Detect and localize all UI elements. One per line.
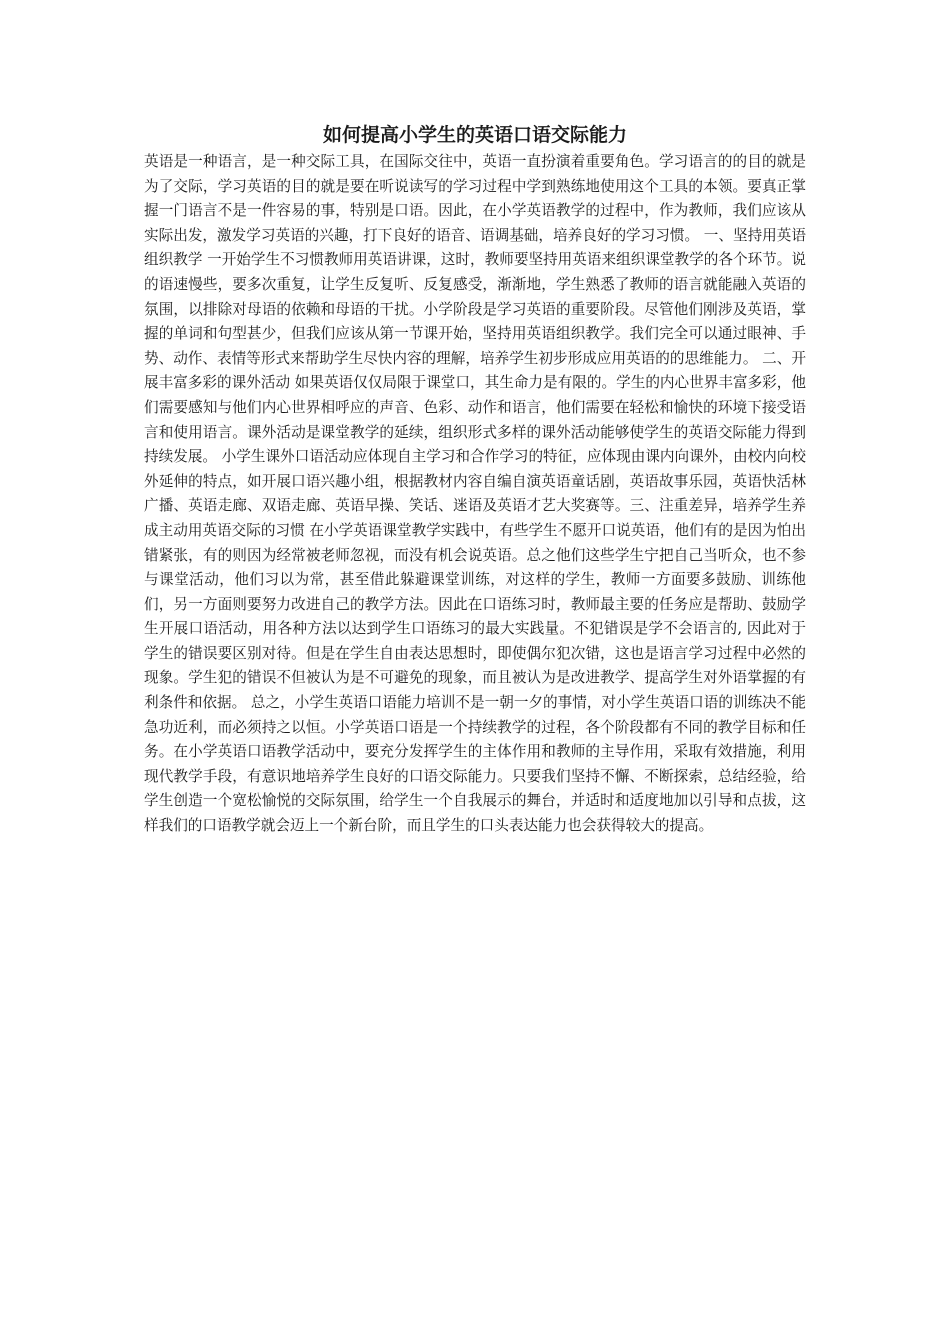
document-title: 如何提高小学生的英语口语交际能力 <box>322 124 627 146</box>
document-body: 英语是一种语言，是一种交际工具，在国际交往中，英语一直扮演着重要角色。学习语言的的目的就是为了交际，学习英语的目的就是要在听说读写的学习过程中学到熟练地使用这个工具的本领。要真正掌握一门语言不是一件容易的事，特别是口语。因此，在小学英语教学的过程中，作为教师，我们应该从实际出发，激发学习英语的兴趣，打下良好的语音、语调基础，培养良好的学习习惯。 一、坚持用英语组织教学 一开始学生不习惯教师用英语讲课，这时，教师要坚持用英语来组织课堂教学的各个环节。说的语速慢些，要多次重复，让学生反复听、反复感受，渐渐地，学生熟悉了教师的语言就能融入英语的氛围，以排除对母语的依赖和母语的干扰。小学阶段是学习英语的重要阶段。尽管他们刚涉及英语，掌握的单词和句型甚少，但我们应该从第一节课开始，坚持用英语组织教学。我们完全可以通过眼神、手势、动作、表情等形式来帮助学生尽快内容的理解，培养学生初步形成应用英语的的思维能力。 二、开展丰富多彩的课外活动 如果英语仅仅局限于课堂口，其生命力是有限的。学生的内心世界丰富多彩，他们需要感知与他们内心世界相呼应的声音、色彩、动作和语言，他们需要在轻松和愉快的环境下接受语言和使用语言。课外活动是课堂教学的延续，组织形式多样的课外活动能够使学生的英语交际能力得到持续发展。 小学生课外口语活动应体现自主学习和合作学习的特征，应体现由课内向课外，由校内向校外延伸的特点，如开展口语兴趣小组，根据教材内容自编自演英语童话剧，英语故事乐园，英语快活林广播、英语走廊、双语走廊、英语早操、笑话、迷语及英语才艺大奖赛等。三、注重差异，培养学生养成主动用英语交际的习惯 在小学英语课堂教学实践中，有些学生不愿开口说英语，他们有的是因为怕出错紧张，有的则因为经常被老师忽视，而没有机会说英语。总之他们这些学生宁把自己当听众，也不参与课堂活动，他们习以为常，甚至借此躲避课堂训练，对这样的学生，教师一方面要多鼓励、训练他们，另一方面则要努力改进自己的教学方法。因此在口语练习时，教师最主要的任务应是帮助、鼓励学生开展口语活动，用各种方法以达到学生口语练习的最大实践量。不犯错误是学不会语言的, 因此对于学生的错误要区别对待。但是在学生自由表达思想时，即使偶尔犯次错，这也是语言学习过程中必然的现象。学生犯的错误不但被认为是不可避免的现象，而且被认为是改进教学、提高学生对外语掌握的有利条件和依据。 总之，小学生英语口语能力培训不是一朝一夕的事情，对小学生英语口语的训练决不能急功近利，而必须持之以恒。小学英语口语是一个持续教学的过程，各个阶段都有不同的教学目标和任务。在小学英语口语教学活动中，要充分发挥学生的主体作用和教师的主导作用，采取有效措施，利用现代教学手段，有意识地培养学生良好的口语交际能力。只要我们坚持不懈、不断探索，总结经验，给学生创造一个宽松愉悦的交际氛围，给学生一个自我展示的舞台，并适时和适度地加以引导和点拔，这样我们的口语教学就会迈上一个新台阶，而且学生的口头表达能力也会获得较大的提高。 <box>144 153 806 835</box>
